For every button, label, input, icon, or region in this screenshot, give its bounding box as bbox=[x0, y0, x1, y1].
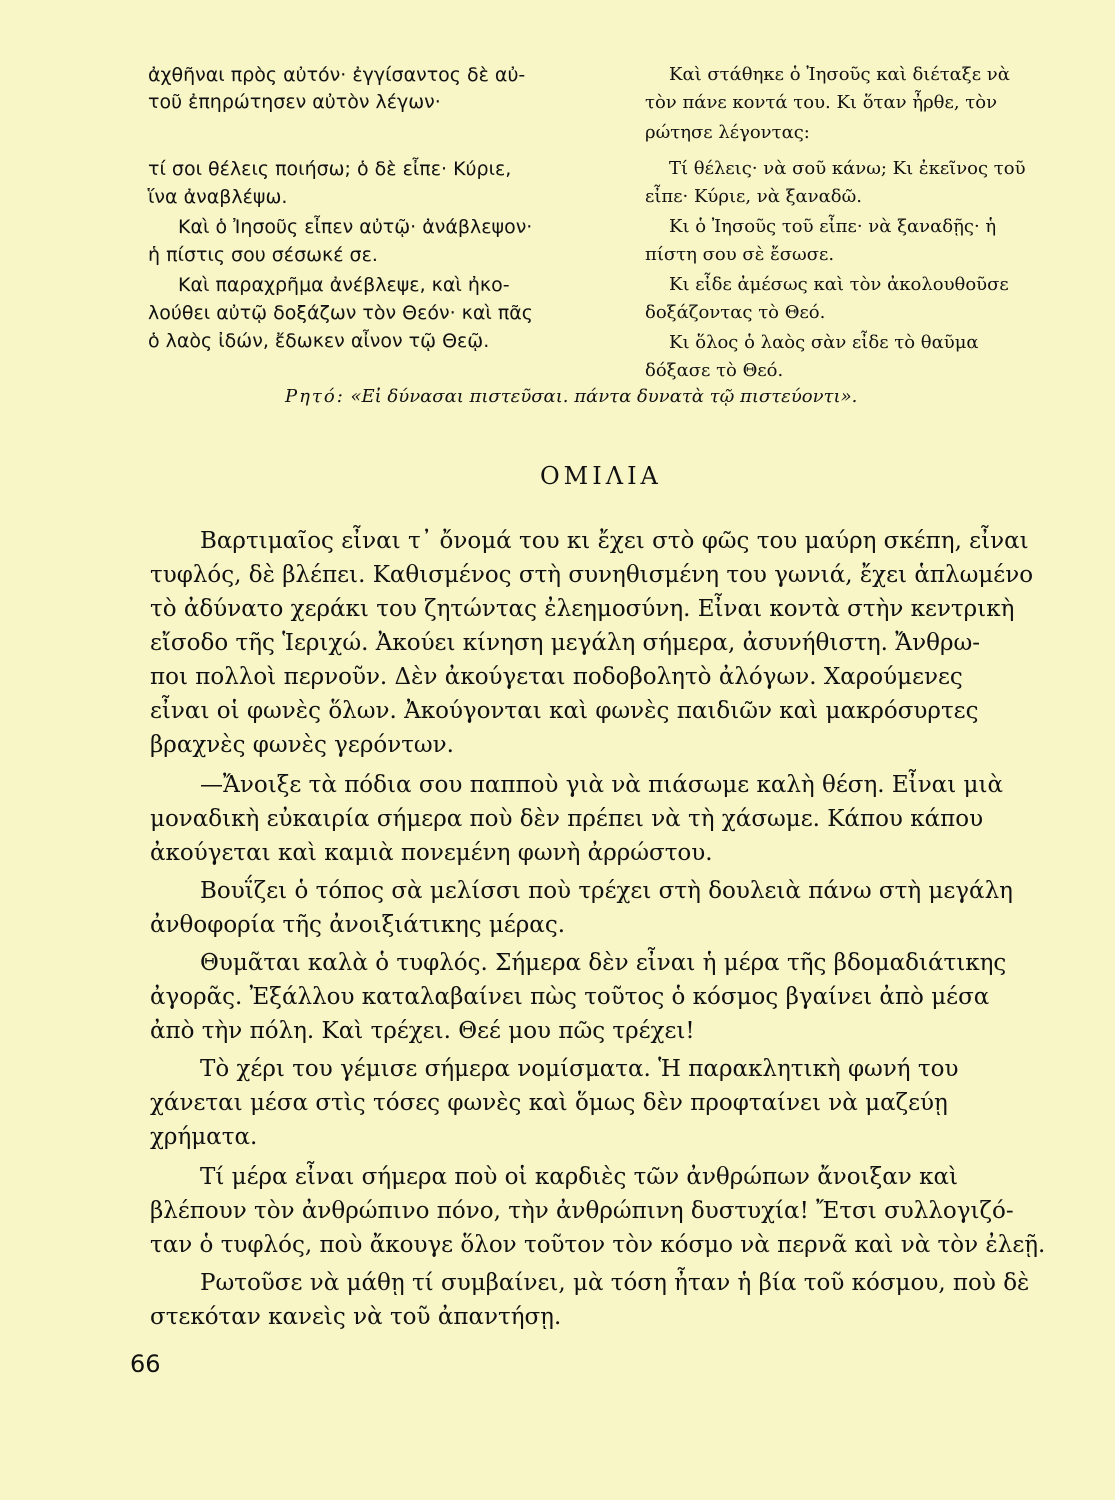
homily-line: ἀκούγεται καὶ καμιὰ πονεμένη φωνὴ ἀρρώστου. bbox=[150, 840, 713, 866]
homily-line: χρήματα. bbox=[150, 1124, 258, 1150]
original-text-line: τί σοι θέλεις ποιήσω; ὁ δὲ εἶπε· Κύριε, bbox=[148, 158, 512, 180]
homily-line: Τὸ χέρι του γέμισε σήμερα νομίσματα. Ἡ παρακλητικὴ φωνή του bbox=[200, 1056, 959, 1082]
homily-line: εἶναι οἱ φωνὲς ὅλων. Ἀκούγονται καὶ φωνὲς παιδιῶν καὶ μακρόσυρτες bbox=[150, 698, 979, 724]
translation-line: Κι εἶδε ἀμέσως καὶ τὸν ἀκολουθοῦσε bbox=[669, 274, 1009, 295]
original-text-line: ἵνα ἀναβλέψω. bbox=[148, 186, 288, 208]
homily-line: Βουΐζει ὁ τόπος σὰ μελίσσι ποὺ τρέχει στὴ δουλειὰ πάνω στὴ μεγάλη bbox=[200, 878, 1013, 904]
translation-line: τὸν πάνε κοντά του. Κι ὅταν ἦρθε, τὸν bbox=[645, 92, 998, 113]
reference-text: «Εἰ δύνασαι πιστεῦσαι. πάντα δυνατὰ τῷ πιστεύοντι». bbox=[350, 386, 858, 407]
translation-line: Τί θέλεις· νὰ σοῦ κάνω; Κι ἐκεῖνος τοῦ bbox=[669, 158, 1026, 179]
translation-line: πίστη σου σὲ ἔσωσε. bbox=[645, 244, 835, 265]
homily-line: τυφλός, δὲ βλέπει. Καθισμένος στὴ συνηθισμένη του γωνιά, ἔχει ἁπλωμένο bbox=[150, 562, 1034, 588]
homily-line: βραχνὲς φωνὲς γερόντων. bbox=[150, 732, 454, 758]
homily-line: χάνεται μέσα στὶς τόσες φωνὲς καὶ ὅμως δὲν προφταίνει νὰ μαζεύῃ bbox=[150, 1090, 948, 1116]
translation-line: δόξασε τὸ Θεό. bbox=[645, 360, 784, 381]
homily-line: βλέπουν τὸν ἀνθρώπινο πόνο, τὴν ἀνθρώπινη δυστυχία! Ἔτσι συλλογιζό- bbox=[150, 1198, 1014, 1224]
homily-line: ἀνθοφορία τῆς ἀνοιξιάτικης μέρας. bbox=[150, 912, 566, 938]
reference-verse bbox=[285, 386, 857, 407]
reference-label: Ρητό: bbox=[285, 386, 345, 407]
original-text-line: Καὶ παραχρῆμα ἀνέβλεψε, καὶ ἠκο- bbox=[178, 274, 510, 296]
homily-line: ἀπὸ τὴν πόλη. Καὶ τρέχει. Θεέ μου πῶς τρέχει! bbox=[150, 1018, 695, 1044]
homily-line: Τί μέρα εἶναι σήμερα ποὺ οἱ καρδιὲς τῶν ἀνθρώπων ἄνοιξαν καὶ bbox=[200, 1164, 959, 1190]
original-text-line: ἡ πίστις σου σέσωκέ σε. bbox=[148, 244, 378, 266]
section-heading: ΟΜΙΛΙΑ bbox=[540, 462, 662, 490]
translation-line: ρώτησε λέγοντας: bbox=[645, 122, 810, 143]
homily-line: Βαρτιμαῖος εἶναι τ᾿ ὄνομά του κι ἔχει στὸ φῶς του μαύρη σκέπη, εἶναι bbox=[200, 528, 1029, 554]
translation-line: δοξάζοντας τὸ Θεό. bbox=[645, 302, 826, 323]
homily-line: —Ἄνοιξε τὰ πόδια σου παπποὺ γιὰ νὰ πιάσωμε καλὴ θέση. Εἶναι μιὰ bbox=[200, 772, 1004, 798]
translation-line: εἶπε· Κύριε, νὰ ξαναδῶ. bbox=[645, 186, 863, 207]
homily-line: Ρωτοῦσε νὰ μάθῃ τί συμβαίνει, μὰ τόση ἦταν ἡ βία τοῦ κόσμου, ποὺ δὲ bbox=[200, 1270, 1030, 1296]
original-text-line: λούθει αὐτῷ δοξάζων τὸν Θεόν· καὶ πᾶς bbox=[148, 302, 533, 324]
translation-line: Καὶ στάθηκε ὁ Ἰησοῦς καὶ διέταξε νὰ bbox=[669, 64, 1010, 85]
homily-line: τὸ ἀδύνατο χεράκι του ζητώντας ἐλεημοσύνη. Εἶναι κοντὰ στὴν κεντρικὴ bbox=[150, 596, 1015, 622]
homily-line: στεκόταν κανεὶς νὰ τοῦ ἀπαντήσῃ. bbox=[150, 1304, 562, 1330]
translation-line: Κι ὁ Ἰησοῦς τοῦ εἶπε· νὰ ξαναδῇς· ἡ bbox=[669, 216, 997, 237]
homily-line: εἴσοδο τῆς Ἱεριχώ. Ἀκούει κίνηση μεγάλη σήμερα, ἀσυνήθιστη. Ἄνθρω- bbox=[150, 630, 980, 656]
homily-line: μοναδικὴ εὐκαιρία σήμερα ποὺ δὲν πρέπει νὰ τὴ χάσωμε. Κάπου κάπου bbox=[150, 806, 984, 832]
page-number: 66 bbox=[130, 1350, 161, 1378]
original-text-line: ὁ λαὸς ἰδών, ἔδωκεν αἶνον τῷ Θεῷ. bbox=[148, 330, 490, 352]
homily-line: ταν ὁ τυφλός, ποὺ ἄκουγε ὅλον τοῦτον τὸν κόσμο νὰ περνᾶ καὶ νὰ τὸν ἐλεῇ. bbox=[150, 1232, 1046, 1258]
translation-line: Κι ὅλος ὁ λαὸς σὰν εἶδε τὸ θαῦμα bbox=[669, 332, 979, 353]
original-text-line: ἀχθῆναι πρὸς αὐτόν· ἐγγίσαντος δὲ αὐ- bbox=[148, 64, 526, 86]
original-text-line: Καὶ ὁ Ἰησοῦς εἶπεν αὐτῷ· ἀνάβλεψον· bbox=[178, 216, 533, 238]
homily-line: ἀγορᾶς. Ἐξάλλου καταλαβαίνει πὼς τοῦτος ὁ κόσμος βγαίνει ἀπὸ μέσα bbox=[150, 984, 990, 1010]
original-text-line: τοῦ ἐπηρώτησεν αὐτὸν λέγων· bbox=[148, 91, 441, 113]
homily-line: Θυμᾶται καλὰ ὁ τυφλός. Σήμερα δὲν εἶναι ἡ μέρα τῆς βδομαδιάτικης bbox=[200, 950, 1007, 976]
homily-line: ποι πολλοὶ περνοῦν. Δὲν ἀκούγεται ποδοβολητὸ ἀλόγων. Χαρούμενες bbox=[150, 664, 963, 690]
